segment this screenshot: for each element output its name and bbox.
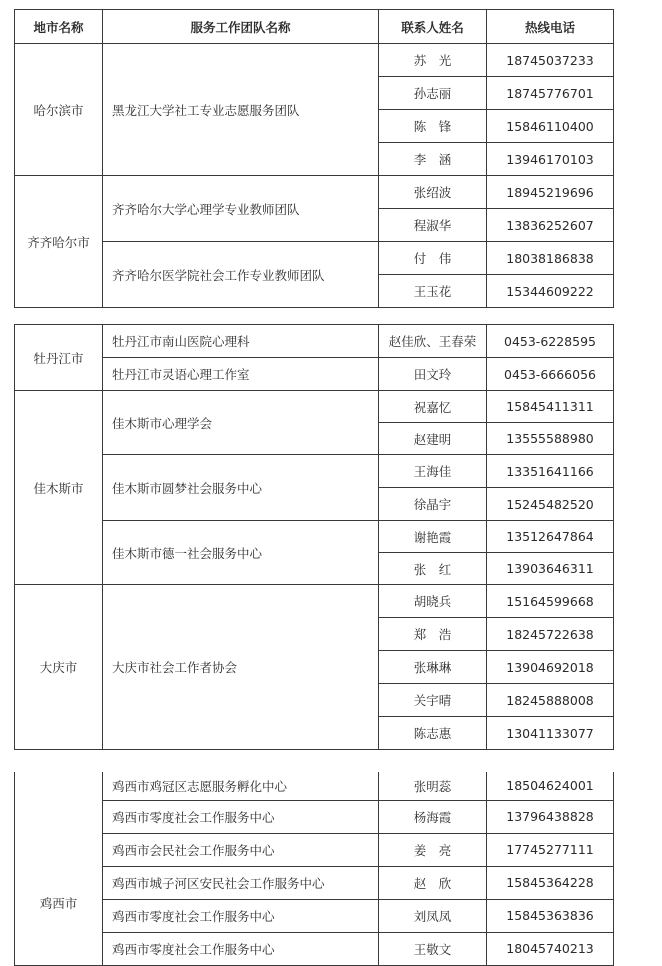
contact-name: 田文玲 [379,358,487,391]
contact-name: 王敬文 [379,932,487,965]
contact-phone: 13555588980 [487,423,614,455]
table-row [15,521,614,553]
table-row [15,391,614,423]
team-cell: 牡丹江市灵语心理工作室 [103,358,379,391]
contact-phone: 13903646311 [487,553,614,585]
city-cell: 哈尔滨市 [15,44,103,176]
contact-name: 徐晶宇 [379,488,487,521]
table-row [15,242,614,275]
team-cell: 齐齐哈尔医学院社会工作专业教师团队 [103,242,379,308]
team-cell: 鸡西市零度社会工作服务中心 [103,800,379,833]
contact-name: 关宇晴 [379,684,487,717]
contact-name: 李 涵 [379,143,487,176]
contact-phone: 13836252607 [487,209,614,242]
table-row [15,455,614,488]
contact-phone: 18038186838 [487,242,614,275]
contact-table-part-2 [14,324,614,750]
contact-name: 刘凤凤 [379,899,487,932]
contact-phone: 13041133077 [487,717,614,750]
contact-name: 苏 光 [379,44,487,77]
contact-phone: 0453-6228595 [487,325,614,358]
city-cell: 鸡西市 [15,772,103,965]
contact-phone: 15845363836 [487,899,614,932]
contact-phone: 18245888008 [487,684,614,717]
contact-name: 陈 锋 [379,110,487,143]
contact-phone: 18745776701 [487,77,614,110]
table-row [15,833,614,866]
city-cell: 大庆市 [15,585,103,750]
contact-phone: 13904692018 [487,651,614,684]
contact-name: 程淑华 [379,209,487,242]
contact-phone: 15846110400 [487,110,614,143]
contact-phone: 15845411311 [487,391,614,423]
team-cell: 鸡西市零度社会工作服务中心 [103,899,379,932]
table-row [15,866,614,899]
contact-name: 赵佳欣、王春荣 [379,325,487,358]
team-cell: 鸡西市城子河区安民社会工作服务中心 [103,866,379,899]
city-cell: 齐齐哈尔市 [15,176,103,308]
table-row [15,899,614,932]
table-row [15,44,614,77]
contact-table-part-3 [14,772,614,966]
contact-phone: 13351641166 [487,455,614,488]
header-phone: 热线电话 [487,10,614,44]
contact-name: 张琳琳 [379,651,487,684]
team-cell: 齐齐哈尔大学心理学专业教师团队 [103,176,379,242]
team-cell: 鸡西市会民社会工作服务中心 [103,833,379,866]
contact-name: 祝嘉忆 [379,391,487,423]
city-cell: 佳木斯市 [15,391,103,585]
contact-name: 陈志惠 [379,717,487,750]
contact-name: 张绍波 [379,176,487,209]
table-row [15,585,614,618]
table-row [15,772,614,800]
team-cell: 鸡西市零度社会工作服务中心 [103,932,379,965]
contact-phone: 0453-6666056 [487,358,614,391]
header-team: 服务工作团队名称 [103,10,379,44]
contact-table-part-1 [14,9,614,308]
contact-phone: 18504624001 [487,772,614,800]
contact-phone: 15164599668 [487,585,614,618]
contact-phone: 13796438828 [487,800,614,833]
table-row [15,358,614,391]
contact-phone: 18045740213 [487,932,614,965]
contact-phone: 15344609222 [487,275,614,308]
team-cell: 鸡西市鸡冠区志愿服务孵化中心 [103,772,379,800]
contact-name: 胡晓兵 [379,585,487,618]
contact-phone: 18245722638 [487,618,614,651]
contact-name: 王玉花 [379,275,487,308]
contact-name: 杨海霞 [379,800,487,833]
contact-name: 王海佳 [379,455,487,488]
contact-phone: 15245482520 [487,488,614,521]
table-header-row [15,10,614,44]
team-cell: 大庆市社会工作者协会 [103,585,379,750]
team-cell: 牡丹江市南山医院心理科 [103,325,379,358]
header-contact: 联系人姓名 [379,10,487,44]
contact-phone: 17745277111 [487,833,614,866]
contact-name: 张明蕊 [379,772,487,800]
contact-phone: 13946170103 [487,143,614,176]
contact-name: 付 伟 [379,242,487,275]
header-city: 地市名称 [15,10,103,44]
team-cell: 佳木斯市德一社会服务中心 [103,521,379,585]
table-row [15,176,614,209]
team-cell: 佳木斯市心理学会 [103,391,379,455]
contact-phone: 18945219696 [487,176,614,209]
contact-name: 谢艳霞 [379,521,487,553]
contact-phone: 15845364228 [487,866,614,899]
team-cell: 黑龙江大学社工专业志愿服务团队 [103,44,379,176]
table-row [15,932,614,965]
contact-name: 郑 浩 [379,618,487,651]
table-row [15,800,614,833]
contact-phone: 13512647864 [487,521,614,553]
contact-name: 赵建明 [379,423,487,455]
table-row [15,325,614,358]
contact-name: 孙志丽 [379,77,487,110]
team-cell: 佳木斯市圆梦社会服务中心 [103,455,379,521]
contact-name: 张 红 [379,553,487,585]
contact-name: 赵 欣 [379,866,487,899]
city-cell: 牡丹江市 [15,325,103,391]
contact-name: 姜 亮 [379,833,487,866]
contact-phone: 18745037233 [487,44,614,77]
